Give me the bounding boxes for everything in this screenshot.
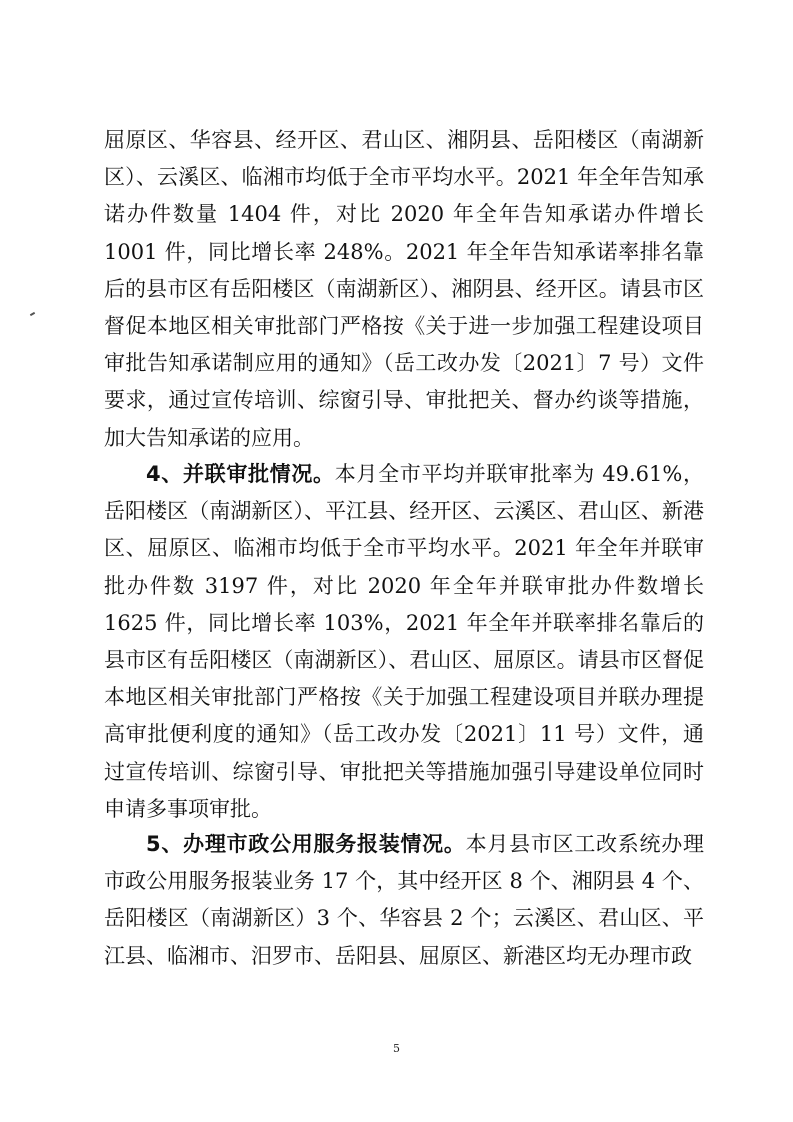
section-heading: 5、办理市政公用服务报装情况。 <box>146 832 466 856</box>
paragraph-text: 本月全市平均并联审批率为 49.61%，岳阳楼区（南湖新区）、平江县、经开区、云溪区、君山区、新港区、屈原区、临湘市均低于全市平均水平。2021 年全年并联审批办件数 3197 件，对比 2020 年全年并联审批办件数增长 1625 件，同比增长率 103%，2021 年全年并联率排名靠后的县市区有岳阳楼区（南湖新区）、君山区、屈原区。请县市区督促本地区相关审批部门严格按《关于加强工程建设项目并联办理提高审批便利度的通知》（岳工改办发〔2021〕11 号）文件，通过宣传培训、综窗引导、审批把关等措施加强引导建设单位同时申请多事项审批。 <box>104 462 704 821</box>
paragraph-continuation <box>104 122 704 457</box>
paragraph-municipal-service <box>104 826 704 975</box>
page-number: 5 <box>393 1042 400 1055</box>
section-heading: 4、并联审批情况。 <box>146 462 335 486</box>
paragraph-text: 本月县市区工改系统办理市政公用服务报装业务 17 个，其中经开区 8 个、湘阴县 4 个、岳阳楼区（南湖新区）3 个、华容县 2 个；云溪区、君山区、平江县、临湘市、汨罗市、岳阳县、屈原区、新港区均无办理市政 <box>104 832 704 968</box>
paragraph-parallel-approval <box>104 456 704 828</box>
paragraph-text: 屈原区、华容县、经开区、君山区、湘阴县、岳阳楼区（南湖新区）、云溪区、临湘市均低于全市平均水平。2021 年全年告知承诺办件数量 1404 件，对比 2020 年全年告知承诺办件增长 1001 件，同比增长率 248%。2021 年全年告知承诺率排名靠后的县市区有岳阳楼区（南湖新区）、湘阴县、经开区。请县市区督促本地区相关审批部门严格按《关于进一步加强工程建设项目审批告知承诺制应用的通知》（岳工改办发〔2021〕7 号）文件要求，通过宣传培训、综窗引导、审批把关、督办约谈等措施，加大告知承诺的应用。 <box>104 128 704 450</box>
scan-speck <box>30 312 35 316</box>
